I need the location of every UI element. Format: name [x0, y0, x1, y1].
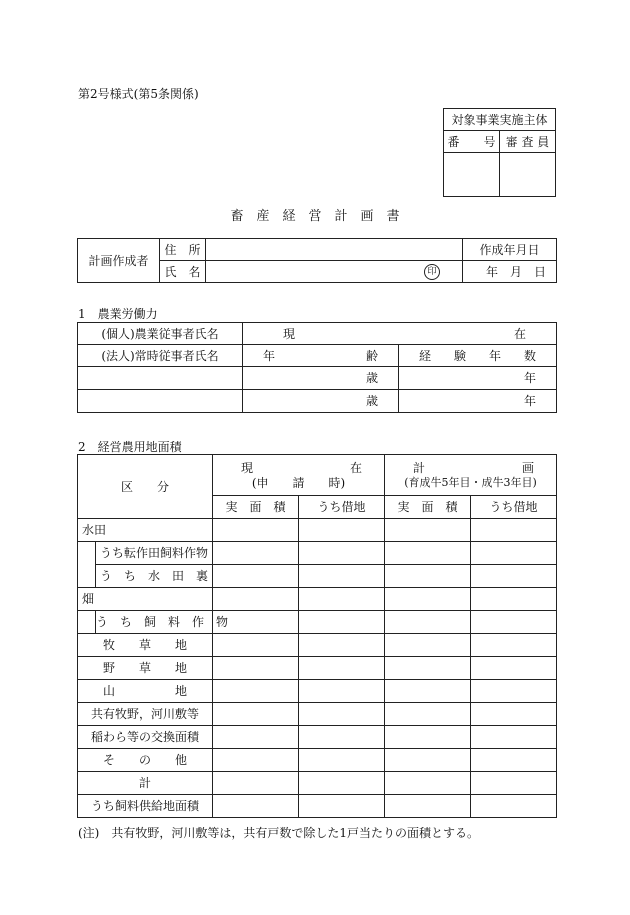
cell[interactable] [213, 519, 299, 542]
category-header: 区 分 [78, 455, 213, 519]
cell[interactable] [471, 680, 557, 703]
cell[interactable] [213, 588, 299, 611]
cell[interactable] [385, 772, 471, 795]
labor-current-header: 現 在 [243, 323, 557, 345]
cell[interactable] [299, 634, 385, 657]
box-number-header: 番 号 [444, 131, 500, 153]
cell[interactable] [385, 795, 471, 818]
footnote: (注) 共有牧野，河川敷等は，共有戸数で除した1戸当たりの面積とする。 [78, 826, 480, 840]
cell[interactable] [299, 542, 385, 565]
cell[interactable] [471, 519, 557, 542]
cell[interactable] [471, 588, 557, 611]
cell[interactable] [385, 703, 471, 726]
plan-header: 計 画 (育成牛5年目・成牛3年目) [385, 455, 557, 496]
land-table [77, 454, 557, 818]
cell[interactable] [299, 795, 385, 818]
planner-label: 計画作成者 [78, 239, 160, 283]
experience-header: 経 験 年 数 [399, 345, 557, 367]
cell[interactable] [213, 657, 299, 680]
cell[interactable] [471, 565, 557, 588]
worker-exp-2[interactable]: 年 [399, 390, 557, 413]
box-reviewer-header: 審 査 員 [500, 131, 556, 153]
cell[interactable] [213, 795, 299, 818]
name-label: 氏 名 [160, 261, 206, 283]
form-label: 第2号様式(第5条関係) [78, 87, 199, 101]
worker-exp-1[interactable]: 年 [399, 367, 557, 390]
row-label-total: 計 [78, 772, 213, 795]
cell[interactable] [385, 680, 471, 703]
worker-name-1[interactable] [78, 367, 243, 390]
cell[interactable] [385, 611, 471, 634]
current-leased-header: うち借地 [299, 496, 385, 519]
cell[interactable] [299, 611, 385, 634]
date-value[interactable]: 年 月 日 [463, 261, 557, 283]
cell[interactable] [299, 772, 385, 795]
box-reviewer-cell[interactable] [500, 153, 556, 197]
cell[interactable] [299, 588, 385, 611]
cell[interactable] [385, 519, 471, 542]
cell[interactable] [471, 657, 557, 680]
row-label-common-pasture: 共有牧野，河川敷等 [78, 703, 213, 726]
row-label-paddy-feed: うち転作田飼料作物 [96, 542, 213, 565]
cell[interactable] [471, 703, 557, 726]
cell[interactable] [299, 749, 385, 772]
cell[interactable] [213, 772, 299, 795]
age-header: 年 齢 [243, 345, 399, 367]
cell[interactable] [471, 749, 557, 772]
cell[interactable] [299, 565, 385, 588]
section2-title: 2 経営農用地面積 [78, 440, 182, 454]
cell[interactable] [385, 634, 471, 657]
cell[interactable] [385, 565, 471, 588]
labor-table [77, 322, 557, 413]
cell[interactable] [299, 726, 385, 749]
cell[interactable] [471, 772, 557, 795]
worker-age-1[interactable]: 歳 [243, 367, 399, 390]
plan-leased-header: うち借地 [471, 496, 557, 519]
row-label-paddy: 水田 [78, 519, 213, 542]
indent-spacer [78, 542, 96, 588]
cell[interactable] [213, 726, 299, 749]
row-label-pasture: 牧 草 地 [78, 634, 213, 657]
row-label-other: そ の 他 [78, 749, 213, 772]
address-field[interactable] [206, 239, 463, 261]
row-label-field-feed: う ち 飼 料 作 物 [96, 611, 213, 634]
cell[interactable] [385, 749, 471, 772]
cell[interactable] [471, 542, 557, 565]
row-label-wild-grass: 野 草 地 [78, 657, 213, 680]
row-label-paddy-back: う ち 水 田 裏 [96, 565, 213, 588]
cell[interactable] [385, 542, 471, 565]
plan-actual-area-header: 実 面 積 [385, 496, 471, 519]
worker-age-2[interactable]: 歳 [243, 390, 399, 413]
cell[interactable] [471, 611, 557, 634]
cell[interactable] [385, 588, 471, 611]
cell[interactable] [471, 634, 557, 657]
cell[interactable] [299, 680, 385, 703]
current-header: 現 在 (申 請 時) [213, 455, 385, 496]
row-label-field: 畑 [78, 588, 213, 611]
cell[interactable] [385, 657, 471, 680]
indent-spacer [78, 611, 96, 634]
cell[interactable] [299, 703, 385, 726]
document-title: 畜 産 経 営 計 画 書 [230, 209, 400, 224]
address-label: 住 所 [160, 239, 206, 261]
box-number-cell[interactable] [444, 153, 500, 197]
cell[interactable] [213, 680, 299, 703]
cell[interactable] [471, 726, 557, 749]
cell[interactable] [299, 519, 385, 542]
cell[interactable] [385, 726, 471, 749]
cell[interactable] [213, 634, 299, 657]
name-field[interactable] [206, 261, 463, 283]
seal-icon: 印 [424, 264, 440, 280]
row-label-forest: 山 地 [78, 680, 213, 703]
labor-label-individual: (個人)農業従事者氏名 [78, 323, 243, 345]
cell[interactable] [213, 749, 299, 772]
cell[interactable] [471, 795, 557, 818]
planner-table [77, 238, 557, 283]
row-label-straw-exchange: 稲わら等の交換面積 [78, 726, 213, 749]
section1-title: 1 農業労働力 [78, 307, 158, 321]
reviewer-box [443, 108, 556, 197]
box-title: 対象事業実施主体 [444, 109, 556, 131]
cell[interactable] [213, 703, 299, 726]
labor-label-corporate: (法人)常時従事者氏名 [78, 345, 243, 367]
date-label: 作成年月日 [463, 239, 557, 261]
worker-name-2[interactable] [78, 390, 243, 413]
row-label-feed-supply: うち飼料供給地面積 [78, 795, 213, 818]
cell[interactable] [299, 657, 385, 680]
cell[interactable] [213, 565, 299, 588]
current-actual-area-header: 実 面 積 [213, 496, 299, 519]
cell[interactable] [213, 542, 299, 565]
